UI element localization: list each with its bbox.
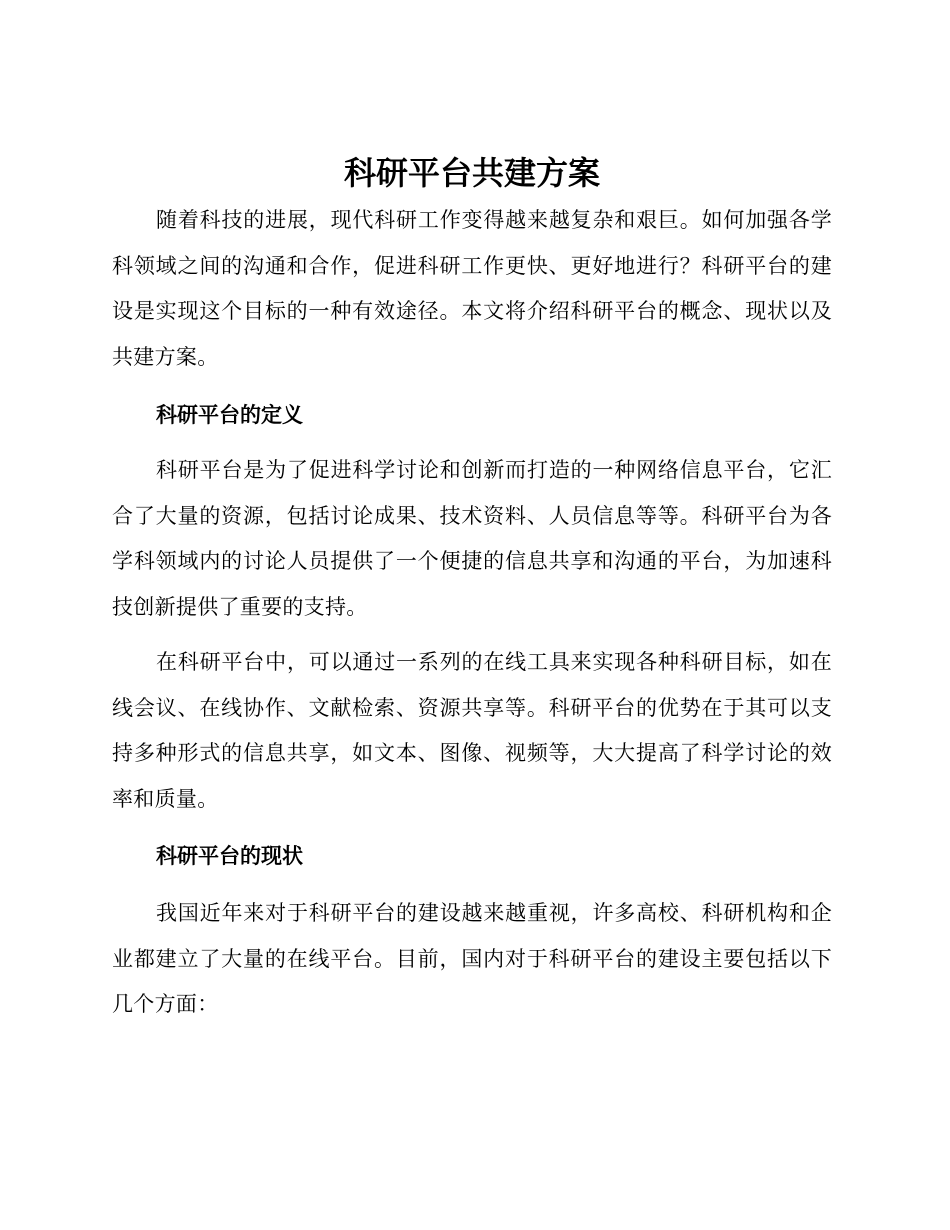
status-paragraph-1: 我国近年来对于科研平台的建设越来越重视，许多高校、科研机构和企业都建立了大量的在线平台。目前，国内对于科研平台的建设主要包括以下几个方面： [112,901,832,1016]
document-title: 科研平台共建方案 [343,154,600,192]
section-heading-definition: 科研平台的定义 [156,403,303,427]
section-heading-status: 科研平台的现状 [156,844,303,868]
definition-paragraph-2: 在科研平台中，可以通过一系列的在线工具来实现各种科研目标，如在线会议、在线协作、文献检索、资源共享等。科研平台的优势在于其可以支持多种形式的信息共享，如文本、图像、视频等，大大提高了科学讨论的效率和质量。 [112,650,832,811]
intro-paragraph: 随着科技的进展，现代科研工作变得越来越复杂和艰巨。如何加强各学科领域之间的沟通和合作，促进科研工作更快、更好地进行？科研平台的建设是实现这个目标的一种有效途径。本文将介绍科研平台的概念、现状以及共建方案。 [112,208,832,369]
definition-paragraph-1: 科研平台是为了促进科学讨论和创新而打造的一种网络信息平台，它汇合了大量的资源，包括讨论成果、技术资料、人员信息等等。科研平台为各学科领域内的讨论人员提供了一个便捷的信息共享和沟通的平台，为加速科技创新提供了重要的支持。 [112,458,832,619]
